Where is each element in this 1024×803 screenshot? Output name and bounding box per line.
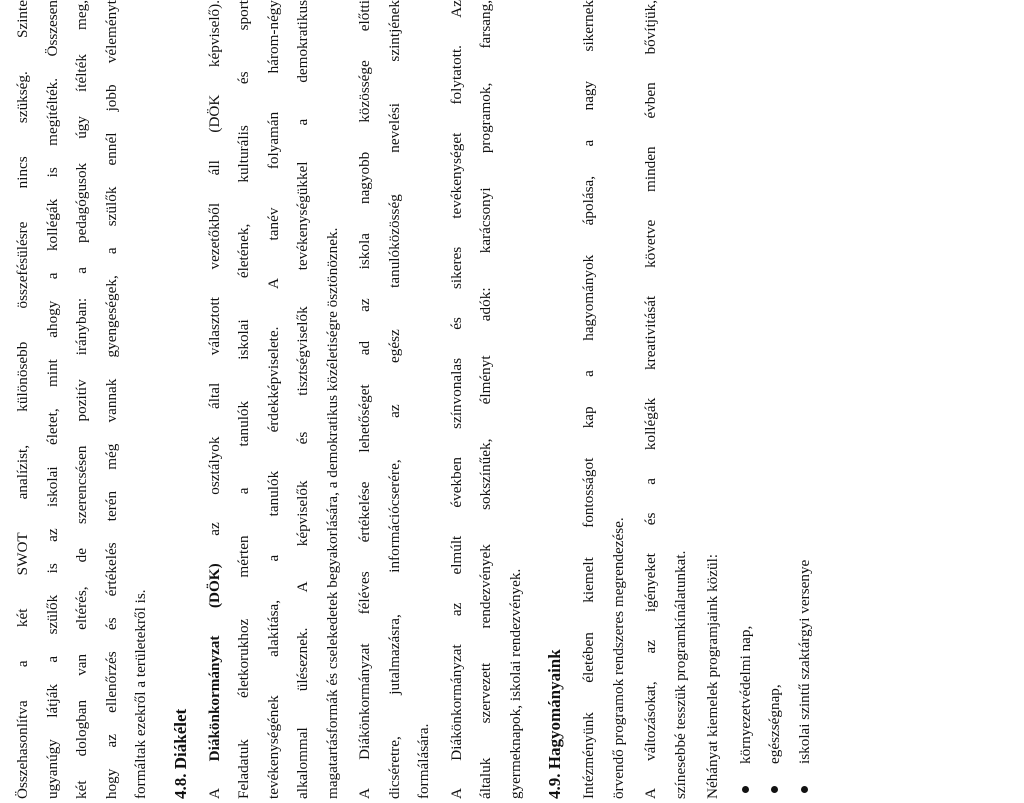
traditions-line: örvendő programok rendszeres megrendezése. [609, 517, 627, 799]
intro-paragraph [8, 0, 156, 799]
list-item [731, 0, 761, 793]
dok-activities-line: általuk szervezett rendezvények sokszínűek, élményt adók: karácsonyi programok, farsang, [477, 0, 494, 799]
list-item [790, 0, 820, 793]
traditions-line: Intézményünk életében kiemelt fontosságot kap a hagyományok ápolása, a nagy sikernek [580, 0, 597, 799]
intro-line: formáltak ezekről a területekről is. [132, 589, 149, 799]
dok-line: magatartásformák és cselekedetek begyakorlására, a demokratikus közéletiségre ösztönöznek. [323, 227, 341, 799]
dok-eval-line: A Diákönkormányzat féléves értékelése lehetőséget ad az iskola nagyobb közössége előtti [356, 0, 373, 799]
intro-line: két dologban van eltérés, de szerencsésen pozitív irányban: a pedagógusok úgy ítélték meg, [73, 0, 90, 799]
bullet-icon [742, 786, 749, 793]
dok-lead-prefix: A [205, 761, 223, 799]
list-item-text: iskolai szintű szaktárgyi versenye [795, 559, 813, 764]
list-intro-line: Néhányat kiemelek programjaink közül: [704, 553, 721, 799]
dok-lead-rest: az osztályok által választott vezetőkből áll (DÖK képviselő). [205, 0, 223, 564]
list-item-text: egészségnap, [766, 684, 783, 764]
bullet-icon [771, 786, 778, 793]
dok-lead-bold: Diákönkormányzat (DÖK) [205, 563, 223, 762]
dok-eval-line: dicséretre, jutalmazásra, információcserére, az egész tanulóközösség nevelési szintjének [385, 0, 403, 799]
list-item-text: környezetvédelmi nap, [736, 625, 754, 764]
intro-line: hogy az ellenőrzés és értékelés terén még vannak gyengeségek, a szülők ennél jobb véleményt [102, 0, 120, 799]
dok-activities-line: gyermeknapok, iskolai rendezvények. [506, 568, 524, 799]
programs-list [731, 0, 820, 799]
intro-line: ugyanúgy látják a szülők is az iskolai életet, mint ahogy a kollégák is megítélték. Összesen [43, 0, 61, 799]
section-heading-hagyomanyaink: 4.9. Hagyományaink [545, 649, 564, 799]
intro-line: Összehasonlítva a két SWOT analízist, különösebb összefésülésre nincs szükség. Szinte [14, 0, 31, 799]
dok-line: Feladatuk életkorukhoz mérten a tanulók iskolai életének, kulturális és sport [235, 0, 252, 799]
changes-paragraph [636, 0, 695, 799]
dok-activities-line: A Diákönkormányzat az elmúlt években színvonalas és sikeres tevékenységet folytatott. Az [447, 0, 465, 799]
traditions-paragraph [574, 0, 633, 799]
dok-eval-line: formálására. [415, 723, 432, 799]
dok-paragraph [200, 0, 348, 799]
list-intro [698, 0, 728, 799]
bullet-icon [801, 786, 808, 793]
changes-line: A változásokat, az igényeket és a kollégák kreativitását követve minden évben bővítjük, [642, 0, 659, 799]
list-item [760, 0, 790, 793]
changes-line: színesebbé tesszük programkínálatunkat. [671, 550, 689, 799]
dok-activities-paragraph [442, 0, 531, 799]
dok-line: tevékenységének alakítása, a tanulók érdekképviselete. A tanév folyamán három-négy [264, 0, 282, 799]
section-heading-diakelet: 4.8. Diákélet [170, 708, 190, 799]
dok-lead-line [200, 0, 230, 799]
dok-evaluation-paragraph [350, 0, 439, 799]
dok-line: alkalommal üléseznek. A képviselők és tisztségviselők tevékenységükkel a demokratikus [294, 0, 311, 799]
